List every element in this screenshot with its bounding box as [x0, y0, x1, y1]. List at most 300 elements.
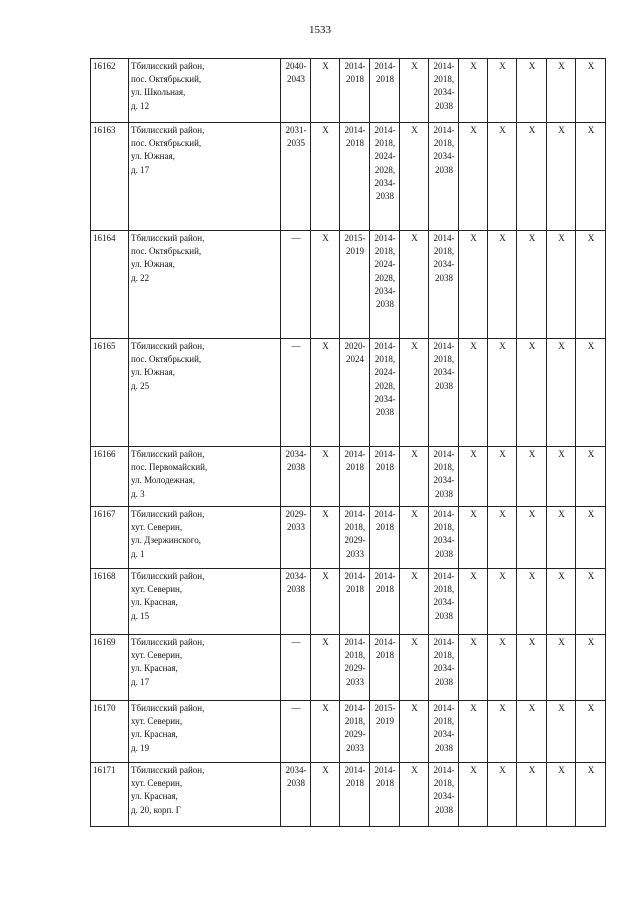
- cell-line: 2014-: [433, 341, 455, 351]
- col6-cell: [370, 635, 400, 701]
- cell-text: X: [322, 125, 329, 135]
- col4-cell: [311, 231, 340, 339]
- cell-line: 2024-: [374, 367, 396, 378]
- col6-cell: [370, 569, 400, 635]
- cell-line: 2014-: [344, 703, 366, 713]
- cell-line: 2029-: [344, 663, 366, 674]
- cell-line: 2029-: [344, 535, 366, 546]
- cell-text: X: [558, 449, 565, 459]
- cell-text: X: [528, 509, 536, 519]
- address-cell: [129, 59, 281, 123]
- cell-line: д. 25: [131, 380, 150, 391]
- cell-line: 2034-: [285, 571, 307, 581]
- col8-cell: [429, 339, 459, 447]
- cell-text: X: [587, 449, 595, 459]
- cell-text: X: [587, 233, 595, 243]
- cell-line: 2033: [346, 676, 364, 687]
- cell-text: X: [322, 61, 329, 71]
- col13-cell: [576, 339, 606, 447]
- col5-cell: [340, 123, 370, 231]
- cell-line: 2014-: [344, 509, 366, 519]
- table-row: [91, 507, 606, 569]
- cell-text: X: [470, 703, 477, 713]
- cell-line: 2018: [376, 650, 394, 661]
- cell-line: 2014-: [374, 765, 396, 775]
- cell-line: 2038: [435, 380, 453, 391]
- col3-cell: [281, 231, 311, 339]
- cell-line: 2034-: [433, 729, 455, 740]
- cell-line: 2033: [346, 548, 364, 559]
- cell-line: 2038: [435, 272, 453, 283]
- col3-cell: [281, 123, 311, 231]
- address-cell: [129, 763, 281, 827]
- row-number-cell: [91, 123, 129, 231]
- address-cell: [129, 635, 281, 701]
- cell-line: 2014-: [433, 449, 455, 459]
- col5-cell: [340, 763, 370, 827]
- col7-cell: [400, 339, 429, 447]
- col10-cell: [488, 507, 517, 569]
- col12-cell: [547, 231, 576, 339]
- cell-text: X: [470, 125, 477, 135]
- cell-line: 2014-: [433, 233, 455, 243]
- cell-line: Тбилисский район,: [131, 341, 205, 351]
- cell-line: 2038: [435, 164, 453, 175]
- col7-cell: [400, 59, 429, 123]
- col8-cell: [429, 701, 459, 763]
- col3-cell: [281, 635, 311, 701]
- col7-cell: [400, 569, 429, 635]
- cell-line: 2018,: [433, 522, 455, 533]
- cell-line: ул. Молодежная,: [131, 475, 195, 486]
- cell-text: X: [558, 341, 565, 351]
- row-number-cell: [91, 231, 129, 339]
- cell-line: ул. Южная,: [131, 259, 175, 270]
- cell-line: пос. Октябрьский,: [131, 354, 202, 365]
- cell-text: X: [470, 509, 477, 519]
- cell-line: 2018,: [433, 716, 455, 727]
- col13-cell: [576, 569, 606, 635]
- cell-line: 2034-: [433, 475, 455, 486]
- col4-cell: [311, 447, 340, 507]
- cell-line: 2018,: [374, 246, 396, 257]
- cell-line: Тбилисский район,: [131, 637, 205, 647]
- cell-text: 16167: [93, 509, 116, 519]
- cell-line: хут. Северин,: [131, 584, 183, 595]
- address-cell: [129, 123, 281, 231]
- cell-text: X: [528, 341, 536, 351]
- cell-text: X: [499, 703, 506, 713]
- cell-text: X: [470, 61, 477, 71]
- cell-line: 2018: [346, 584, 364, 595]
- cell-text: X: [470, 449, 477, 459]
- col10-cell: [488, 569, 517, 635]
- cell-line: 2014-: [433, 571, 455, 581]
- cell-line: 2028,: [374, 164, 396, 175]
- cell-text: 16164: [93, 233, 116, 243]
- col13-cell: [576, 447, 606, 507]
- cell-text: X: [322, 703, 329, 713]
- cell-line: 2014-: [374, 125, 396, 135]
- cell-line: 2014-: [433, 703, 455, 713]
- cell-text: X: [528, 637, 536, 647]
- col9-cell: [459, 339, 488, 447]
- cell-line: 2014-: [433, 765, 455, 775]
- cell-text: 16170: [93, 703, 116, 713]
- col9-cell: [459, 59, 488, 123]
- cell-text: X: [411, 571, 418, 581]
- cell-line: д. 20, корп. Г: [131, 804, 182, 815]
- cell-line: 2034-: [374, 177, 396, 188]
- col10-cell: [488, 763, 517, 827]
- col10-cell: [488, 231, 517, 339]
- col4-cell: [311, 701, 340, 763]
- table-row: [91, 59, 606, 123]
- cell-line: 2014-: [344, 637, 366, 647]
- cell-line: 2014-: [433, 509, 455, 519]
- cell-line: 2038: [435, 676, 453, 687]
- col11-cell: [517, 569, 547, 635]
- cell-text: 16168: [93, 571, 116, 581]
- col12-cell: [547, 507, 576, 569]
- cell-line: 2018,: [433, 354, 455, 365]
- cell-line: 2033: [287, 522, 305, 533]
- col6-cell: [370, 59, 400, 123]
- address-cell: [129, 231, 281, 339]
- cell-line: д. 17: [131, 164, 150, 175]
- cell-line: 2018: [376, 74, 394, 85]
- table-row: [91, 763, 606, 827]
- cell-line: 2038: [435, 610, 453, 621]
- col5-cell: [340, 569, 370, 635]
- cell-line: ул. Школьная,: [131, 87, 186, 98]
- row-number-cell: [91, 59, 129, 123]
- cell-line: 2018,: [344, 650, 366, 661]
- col6-cell: [370, 447, 400, 507]
- cell-line: ул. Красная,: [131, 791, 178, 802]
- cell-text: X: [528, 449, 536, 459]
- cell-line: 2018,: [344, 716, 366, 727]
- cell-text: X: [528, 571, 536, 581]
- col8-cell: [429, 447, 459, 507]
- cell-line: 2019: [376, 716, 394, 727]
- col12-cell: [547, 635, 576, 701]
- cell-line: 2024-: [374, 151, 396, 162]
- col13-cell: [576, 231, 606, 339]
- page-number: 1533: [309, 24, 331, 36]
- cell-line: 2014-: [344, 449, 366, 459]
- cell-text: X: [499, 637, 506, 647]
- cell-text: 16169: [93, 637, 116, 647]
- col13-cell: [576, 763, 606, 827]
- cell-line: ул. Красная,: [131, 597, 178, 608]
- col6-cell: [370, 763, 400, 827]
- col9-cell: [459, 507, 488, 569]
- cell-text: X: [558, 233, 565, 243]
- cell-line: д. 12: [131, 100, 150, 111]
- cell-line: 2018,: [433, 584, 455, 595]
- cell-line: Тбилисский район,: [131, 449, 205, 459]
- col3-cell: [281, 59, 311, 123]
- col12-cell: [547, 59, 576, 123]
- address-cell: [129, 507, 281, 569]
- col9-cell: [459, 123, 488, 231]
- table-row: [91, 447, 606, 507]
- cell-text: X: [499, 233, 506, 243]
- cell-line: пос. Октябрьский,: [131, 246, 202, 257]
- cell-line: 2018: [376, 584, 394, 595]
- cell-text: X: [411, 233, 418, 243]
- col4-cell: [311, 59, 340, 123]
- cell-line: 2028,: [374, 272, 396, 283]
- cell-text: X: [558, 703, 565, 713]
- cell-line: 2034-: [433, 663, 455, 674]
- cell-line: 2018: [346, 462, 364, 473]
- cell-text: X: [411, 703, 418, 713]
- col7-cell: [400, 763, 429, 827]
- col13-cell: [576, 635, 606, 701]
- cell-line: 2018,: [433, 650, 455, 661]
- cell-line: 2024: [346, 354, 364, 365]
- cell-line: хут. Северин,: [131, 522, 183, 533]
- cell-text: X: [322, 233, 329, 243]
- cell-line: 2014-: [344, 571, 366, 581]
- cell-line: хут. Северин,: [131, 716, 183, 727]
- col9-cell: [459, 569, 488, 635]
- cell-text: X: [411, 125, 418, 135]
- cell-text: X: [499, 571, 506, 581]
- cell-text: X: [587, 703, 595, 713]
- cell-text: X: [528, 125, 536, 135]
- cell-line: д. 19: [131, 742, 150, 753]
- cell-text: X: [322, 341, 329, 351]
- col6-cell: [370, 339, 400, 447]
- col5-cell: [340, 339, 370, 447]
- cell-text: X: [499, 341, 506, 351]
- cell-text: X: [322, 509, 329, 519]
- cell-line: 2038: [435, 488, 453, 499]
- col11-cell: [517, 123, 547, 231]
- cell-line: 2018: [346, 778, 364, 789]
- cell-line: 2014-: [374, 571, 396, 581]
- col12-cell: [547, 701, 576, 763]
- cell-line: 2038: [435, 548, 453, 559]
- cell-line: 2018,: [433, 462, 455, 473]
- col12-cell: [547, 123, 576, 231]
- cell-text: X: [499, 449, 506, 459]
- cell-text: X: [499, 61, 506, 71]
- cell-text: X: [322, 571, 329, 581]
- col10-cell: [488, 635, 517, 701]
- table-row: [91, 231, 606, 339]
- cell-text: 16171: [93, 765, 116, 775]
- col11-cell: [517, 635, 547, 701]
- col8-cell: [429, 569, 459, 635]
- cell-line: 2034-: [433, 367, 455, 378]
- cell-line: пос. Октябрьский,: [131, 138, 202, 149]
- cell-line: 2018,: [433, 778, 455, 789]
- cell-text: X: [411, 637, 418, 647]
- col3-cell: [281, 763, 311, 827]
- col5-cell: [340, 507, 370, 569]
- col12-cell: [547, 447, 576, 507]
- cell-line: —: [291, 703, 301, 713]
- cell-line: 2018,: [374, 138, 396, 149]
- cell-line: 2014-: [433, 637, 455, 647]
- col6-cell: [370, 701, 400, 763]
- cell-text: X: [558, 637, 565, 647]
- cell-line: хут. Северин,: [131, 778, 183, 789]
- col4-cell: [311, 635, 340, 701]
- cell-text: X: [499, 509, 506, 519]
- cell-line: 2014-: [433, 125, 455, 135]
- cell-text: X: [322, 449, 329, 459]
- col4-cell: [311, 763, 340, 827]
- cell-line: 2020-: [344, 341, 366, 351]
- cell-line: 2034-: [433, 597, 455, 608]
- col4-cell: [311, 569, 340, 635]
- cell-line: Тбилисский район,: [131, 61, 205, 71]
- cell-line: д. 15: [131, 610, 150, 621]
- cell-text: X: [558, 509, 565, 519]
- col5-cell: [340, 231, 370, 339]
- cell-line: 2014-: [374, 61, 396, 71]
- cell-text: X: [470, 637, 477, 647]
- col10-cell: [488, 59, 517, 123]
- col6-cell: [370, 231, 400, 339]
- cell-line: Тбилисский район,: [131, 125, 205, 135]
- cell-line: 2034-: [433, 151, 455, 162]
- col7-cell: [400, 507, 429, 569]
- cell-text: X: [558, 61, 565, 71]
- cell-text: X: [587, 341, 595, 351]
- cell-line: 2038: [435, 100, 453, 111]
- cell-line: 2034-: [433, 791, 455, 802]
- col4-cell: [311, 339, 340, 447]
- cell-line: 2028,: [374, 380, 396, 391]
- table-row: [91, 123, 606, 231]
- cell-line: Тбилисский район,: [131, 571, 205, 581]
- col7-cell: [400, 231, 429, 339]
- cell-line: 2038: [287, 584, 305, 595]
- cell-line: 2024-: [374, 259, 396, 270]
- col3-cell: [281, 507, 311, 569]
- cell-text: X: [587, 125, 595, 135]
- col3-cell: [281, 701, 311, 763]
- cell-line: 2018: [376, 522, 394, 533]
- cell-text: X: [411, 341, 418, 351]
- col8-cell: [429, 507, 459, 569]
- cell-text: 16163: [93, 125, 116, 135]
- cell-text: X: [558, 765, 565, 775]
- cell-text: X: [587, 61, 595, 71]
- address-cell: [129, 339, 281, 447]
- cell-line: 2014-: [344, 765, 366, 775]
- address-cell: [129, 569, 281, 635]
- cell-text: X: [587, 509, 595, 519]
- col9-cell: [459, 701, 488, 763]
- col10-cell: [488, 339, 517, 447]
- col6-cell: [370, 123, 400, 231]
- cell-text: X: [587, 637, 595, 647]
- cell-line: 2014-: [374, 637, 396, 647]
- table-row: [91, 339, 606, 447]
- cell-line: 2038: [287, 778, 305, 789]
- cell-line: 2015-: [344, 233, 366, 243]
- row-number-cell: [91, 339, 129, 447]
- col11-cell: [517, 339, 547, 447]
- cell-line: 2038: [435, 742, 453, 753]
- cell-text: X: [322, 765, 329, 775]
- cell-line: ул. Дзержинского,: [131, 535, 201, 546]
- cell-line: 2043: [287, 74, 305, 85]
- cell-line: д. 17: [131, 676, 150, 687]
- cell-line: 2034-: [285, 449, 307, 459]
- address-cell: [129, 447, 281, 507]
- col9-cell: [459, 447, 488, 507]
- col9-cell: [459, 635, 488, 701]
- cell-text: X: [499, 765, 506, 775]
- col8-cell: [429, 231, 459, 339]
- cell-line: 2018: [346, 138, 364, 149]
- col6-cell: [370, 507, 400, 569]
- cell-text: X: [470, 341, 477, 351]
- col4-cell: [311, 507, 340, 569]
- cell-line: 2034-: [374, 393, 396, 404]
- col5-cell: [340, 59, 370, 123]
- cell-text: X: [499, 125, 506, 135]
- cell-line: д. 1: [131, 548, 145, 559]
- col8-cell: [429, 123, 459, 231]
- cell-line: 2038: [376, 191, 394, 202]
- cell-line: ул. Южная,: [131, 367, 175, 378]
- cell-line: 2029-: [285, 509, 307, 519]
- col13-cell: [576, 701, 606, 763]
- cell-text: X: [470, 765, 477, 775]
- cell-line: —: [291, 341, 301, 351]
- col8-cell: [429, 763, 459, 827]
- cell-line: 2029-: [344, 729, 366, 740]
- cell-text: X: [411, 765, 418, 775]
- cell-line: 2014-: [374, 341, 396, 351]
- cell-line: д. 22: [131, 272, 150, 283]
- cell-line: 2014-: [344, 125, 366, 135]
- col11-cell: [517, 701, 547, 763]
- cell-line: 2018: [346, 74, 364, 85]
- cell-text: X: [528, 61, 536, 71]
- cell-line: пос. Октябрьский,: [131, 74, 202, 85]
- cell-text: X: [558, 571, 565, 581]
- registry-table: [90, 58, 606, 827]
- cell-line: ул. Красная,: [131, 663, 178, 674]
- row-number-cell: [91, 763, 129, 827]
- row-number-cell: [91, 447, 129, 507]
- row-number-cell: [91, 701, 129, 763]
- col11-cell: [517, 59, 547, 123]
- col4-cell: [311, 123, 340, 231]
- cell-line: 2034-: [285, 765, 307, 775]
- cell-line: д. 3: [131, 488, 145, 499]
- col3-cell: [281, 339, 311, 447]
- cell-line: 2035: [287, 138, 305, 149]
- col12-cell: [547, 763, 576, 827]
- cell-line: 2014-: [374, 449, 396, 459]
- cell-line: 2031-: [285, 125, 307, 135]
- col10-cell: [488, 447, 517, 507]
- cell-line: 2038: [376, 299, 394, 310]
- cell-line: 2014-: [374, 233, 396, 243]
- col11-cell: [517, 231, 547, 339]
